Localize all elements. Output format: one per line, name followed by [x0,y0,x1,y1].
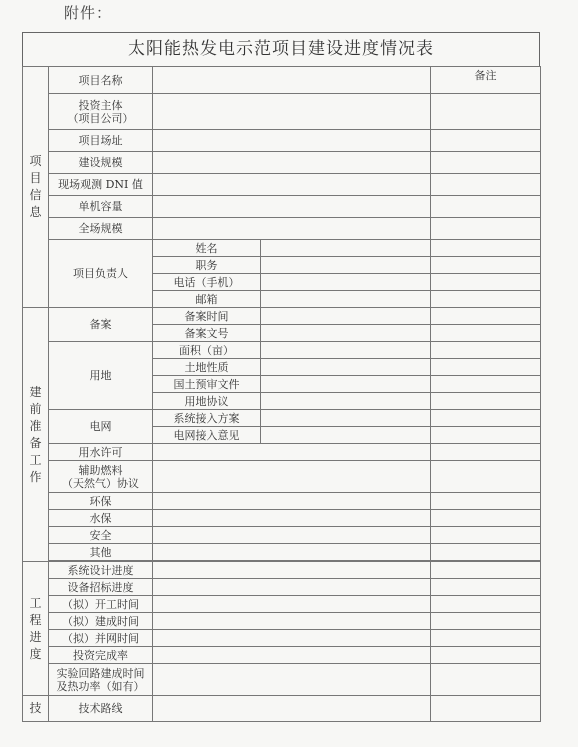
input-safety[interactable] [153,527,431,544]
label-grid-connection-time: （拟）并网时间 [49,630,153,647]
label-leader-title: 职务 [153,257,261,274]
input-leader-phone[interactable] [261,274,431,291]
remarks-cell[interactable] [431,359,541,376]
table-row [23,218,541,240]
input-water-permit[interactable] [153,444,431,461]
label-investment-rate: 投资完成率 [49,647,153,664]
label-land-nature: 土地性质 [153,359,261,376]
table-row [23,174,541,196]
label-project-name: 项目名称 [49,67,153,94]
label-water-permit: 用水许可 [49,444,153,461]
remarks-cell[interactable] [431,274,541,291]
remarks-cell[interactable] [431,218,541,240]
remarks-cell[interactable] [431,325,541,342]
label-leader-email: 邮箱 [153,291,261,308]
remarks-cell[interactable] [431,613,541,630]
input-total-scale[interactable] [153,218,431,240]
input-experiment-loop[interactable] [153,664,431,696]
input-leader-title[interactable] [261,257,431,274]
remarks-cell[interactable] [431,94,541,130]
input-grid-opinion[interactable] [261,427,431,444]
table-row [23,94,541,130]
attachment-label: 附件： [64,4,113,22]
section-tech: 技 [23,696,49,722]
label-project-leader: 项目负责人 [49,240,153,308]
remarks-cell[interactable] [431,630,541,647]
label-leader-phone: 电话（手机） [153,274,261,291]
section-project-info: 项 目 信 息 [23,67,49,308]
label-tech-route: 技术路线 [49,696,153,722]
label-site: 项目场址 [49,130,153,152]
remarks-cell[interactable] [431,376,541,393]
label-land-prereview: 国土预审文件 [153,376,261,393]
table-row [23,664,541,696]
remarks-cell[interactable] [431,562,541,579]
table-row [23,461,541,493]
label-leader-name: 姓名 [153,240,261,257]
form-title: 太阳能热发电示范项目建设进度情况表 [22,32,540,66]
label-aux-fuel: 辅助燃料 （天然气）协议 [49,461,153,493]
input-grid-plan[interactable] [261,410,431,427]
label-filing: 备案 [49,308,153,342]
table-row [23,196,541,218]
label-land-area: 面积（亩） [153,342,261,359]
input-investor[interactable] [153,94,431,130]
label-water-conservation: 水保 [49,510,153,527]
remarks-cell[interactable] [431,527,541,544]
remarks-cell[interactable] [431,444,541,461]
input-completion-time[interactable] [153,613,431,630]
input-other[interactable] [153,544,431,561]
table-row [23,544,541,561]
input-scale[interactable] [153,152,431,174]
remarks-cell[interactable] [431,647,541,664]
remarks-cell[interactable] [431,240,541,257]
remarks-cell[interactable] [431,308,541,325]
remarks-header: 备注 [431,67,541,94]
label-completion-time: （拟）建成时间 [49,613,153,630]
remarks-cell[interactable] [431,410,541,427]
label-start-time: （拟）开工时间 [49,596,153,613]
input-land-nature[interactable] [261,359,431,376]
table-row [23,562,541,579]
section-progress: 工 程 进 度 [23,562,49,696]
label-other: 其他 [49,544,153,561]
input-dni[interactable] [153,174,431,196]
table-row [23,410,541,427]
remarks-cell[interactable] [431,427,541,444]
table-row [23,510,541,527]
table-row [23,308,541,325]
remarks-cell[interactable] [431,696,541,722]
remarks-cell[interactable] [431,174,541,196]
label-experiment-loop: 实验回路建成时间 及热功率（如有） [49,664,153,696]
table-row [23,240,541,257]
label-scale: 建设规模 [49,152,153,174]
remarks-cell[interactable] [431,664,541,696]
input-water-conservation[interactable] [153,510,431,527]
progress-table [22,66,541,722]
table-row [23,130,541,152]
label-dni: 现场观测 DNI 值 [49,174,153,196]
input-unit-capacity[interactable] [153,196,431,218]
input-site[interactable] [153,130,431,152]
input-tech-route[interactable] [153,696,431,722]
input-env[interactable] [153,493,431,510]
label-design-progress: 系统设计进度 [49,562,153,579]
progress-form [22,32,540,722]
remarks-cell[interactable] [431,393,541,410]
input-investment-rate[interactable] [153,647,431,664]
table-row [23,152,541,174]
table-row [23,67,541,94]
input-design-progress[interactable] [153,562,431,579]
section-pre-construction: 建 前 准 备 工 作 [23,308,49,562]
table-row [23,696,541,722]
input-filing-time[interactable] [261,308,431,325]
label-safety: 安全 [49,527,153,544]
remarks-cell[interactable] [431,493,541,510]
remarks-cell[interactable] [431,130,541,152]
table-row [23,613,541,630]
input-leader-email[interactable] [261,291,431,308]
table-row [23,579,541,596]
label-bidding-progress: 设备招标进度 [49,579,153,596]
remarks-cell[interactable] [431,461,541,493]
label-grid: 电网 [49,410,153,444]
input-filing-number[interactable] [261,325,431,342]
label-land-agreement: 用地协议 [153,393,261,410]
table-row [23,527,541,544]
label-filing-time: 备案时间 [153,308,261,325]
label-grid-opinion: 电网接入意见 [153,427,261,444]
label-unit-capacity: 单机容量 [49,196,153,218]
remarks-cell[interactable] [431,510,541,527]
label-filing-number: 备案文号 [153,325,261,342]
label-grid-plan: 系统接入方案 [153,410,261,427]
input-bidding-progress[interactable] [153,579,431,596]
input-land-area[interactable] [261,342,431,359]
table-row [23,444,541,461]
remarks-cell[interactable] [431,596,541,613]
remarks-cell[interactable] [431,579,541,596]
remarks-cell[interactable] [431,152,541,174]
label-land: 用地 [49,342,153,410]
input-aux-fuel[interactable] [153,461,431,493]
input-land-agreement[interactable] [261,393,431,410]
table-row [23,647,541,664]
remarks-cell[interactable] [431,196,541,218]
table-row [23,596,541,613]
table-row [23,630,541,647]
remarks-cell[interactable] [431,544,541,561]
table-row [23,493,541,510]
label-investor: 投资主体 （项目公司） [49,94,153,130]
label-env: 环保 [49,493,153,510]
remarks-cell[interactable] [431,291,541,308]
input-grid-connection-time[interactable] [153,630,431,647]
input-leader-name[interactable] [261,240,431,257]
remarks-cell[interactable] [431,342,541,359]
input-project-name[interactable] [153,67,431,94]
label-total-scale: 全场规模 [49,218,153,240]
input-start-time[interactable] [153,596,431,613]
remarks-cell[interactable] [431,257,541,274]
input-land-prereview[interactable] [261,376,431,393]
table-row [23,342,541,359]
